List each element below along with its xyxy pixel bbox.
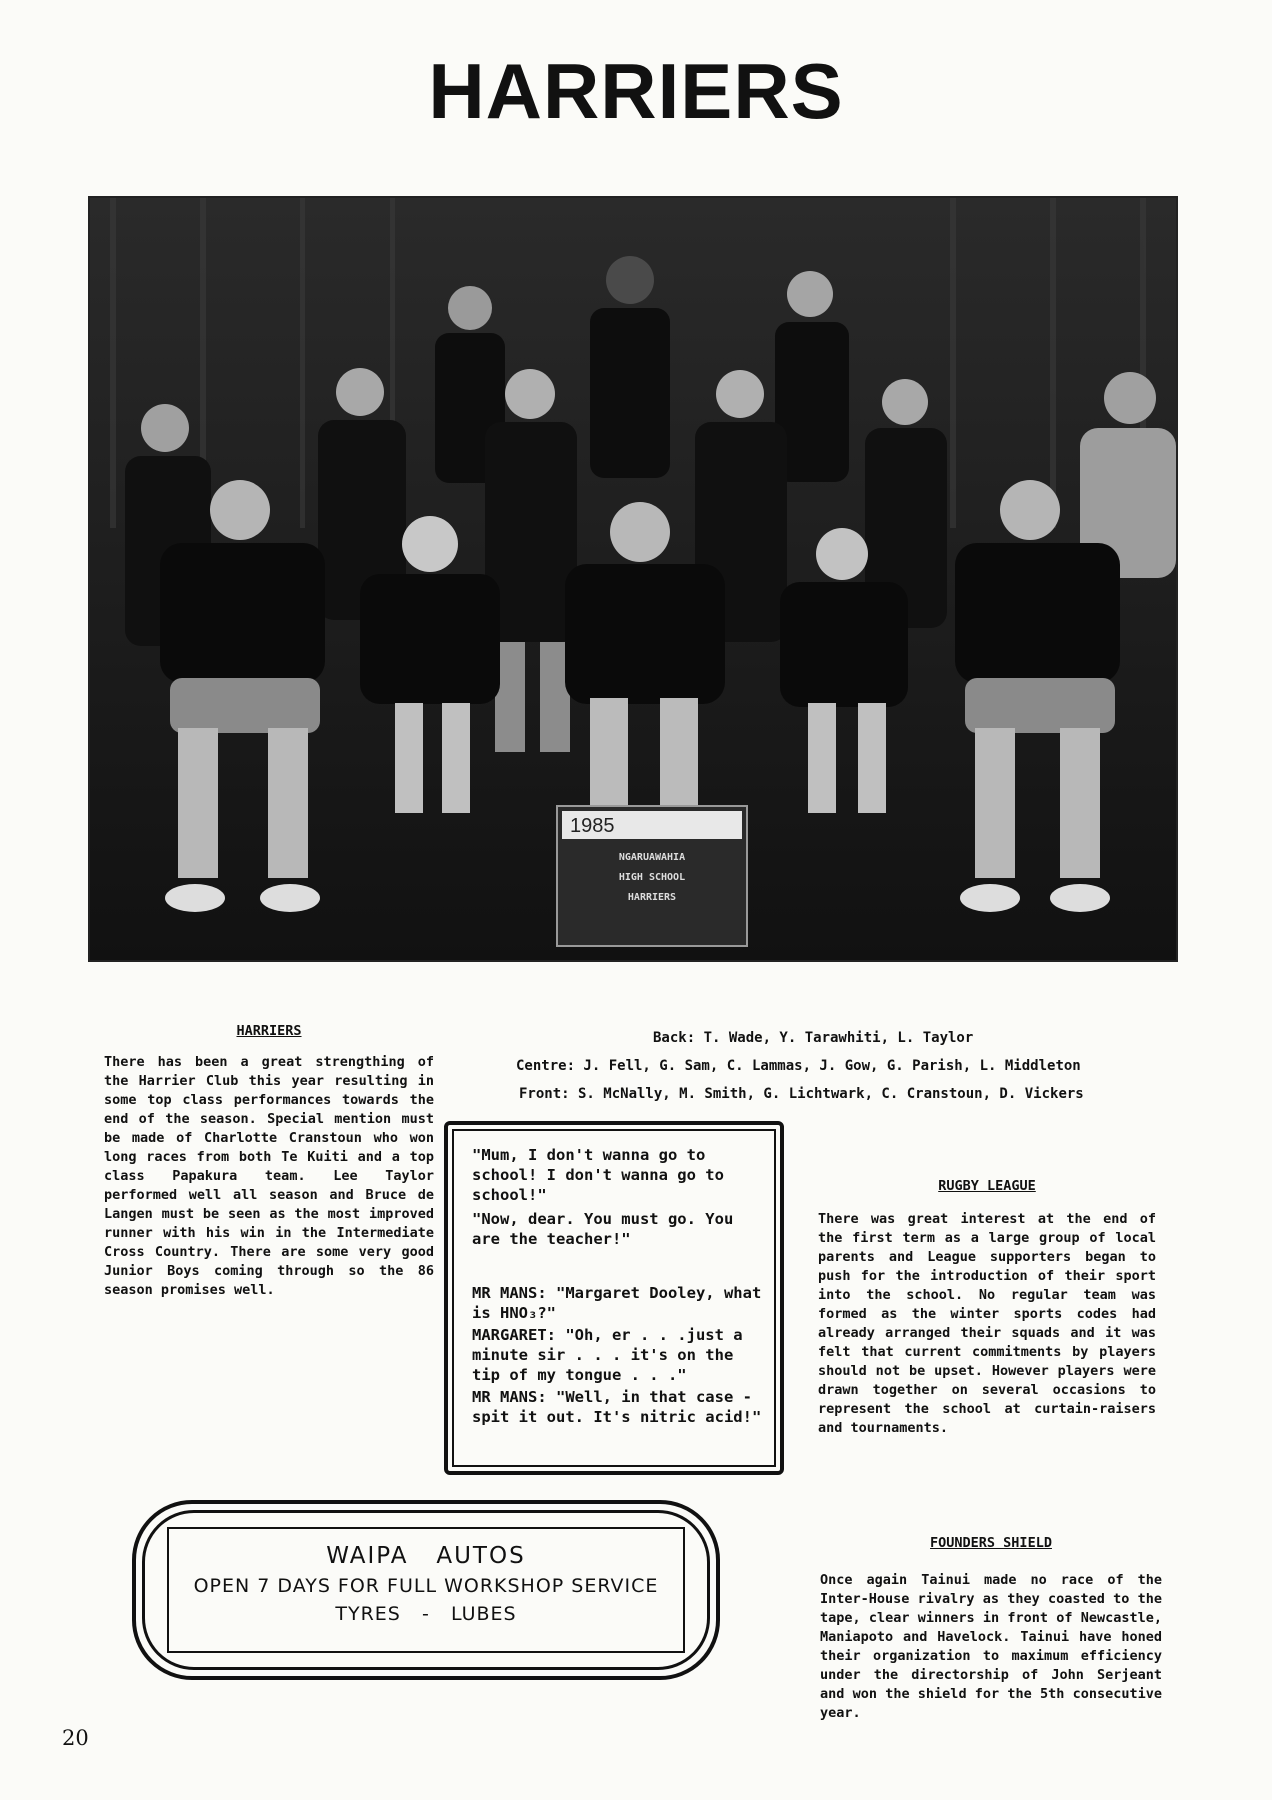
harriers-body: There has been a great strengthing of the Harrier Club this year resulting in some top class performances towards the end of the season. Special mention must be made of Charlotte Cranstoun who won long races from both Te Kuiti and a top class Papakura team. Lee Taylor performed well all season and Bruce de Langen must be seen as the most improved runner with his win in the Intermediate Cross Country. There are some very good Junior Boys coming through so the 86 season promises well. — [104, 1054, 434, 1298]
sign-line-3: HARRIERS — [627, 892, 677, 903]
team-photo — [88, 196, 1178, 962]
rugby-league-article — [818, 1177, 1156, 1438]
sign-line-1: NGARUAWAHIA — [618, 852, 686, 863]
sign-year: 1985 — [570, 815, 615, 837]
advert-line-1: OPEN 7 DAYS FOR FULL WORKSHOP SERVICE — [193, 1575, 659, 1597]
joke-line-4: MARGARET: "Oh, er . . .just a minute sir . . . it's on the tip of my tongue . . ." — [472, 1326, 743, 1384]
team-sign — [557, 806, 747, 946]
founders-shield-heading: FOUNDERS SHIELD — [930, 1535, 1052, 1551]
caption-front: Front: S. McNally, M. Smith, G. Lichtwark, C. Cranstoun, D. Vickers — [519, 1086, 1084, 1102]
joke-line-2: "Now, dear. You must go. You are the teacher!" — [472, 1210, 734, 1248]
harriers-heading: HARRIERS — [236, 1023, 302, 1039]
page-number: 20 — [62, 1726, 89, 1750]
caption-centre: Centre: J. Fell, G. Sam, C. Lammas, J. Gow, G. Parish, L. Middleton — [516, 1058, 1081, 1074]
rugby-league-body: There was great interest at the end of the first term as a large group of local parents and League supporters began to push for the introduction of their sport into the school. No regular team was formed as the winter sports codes had already arranged their squads and it was felt that current commitments by players should not be upset. However players were drawn together on several occasions to represent the school at curtain-raisers and tournaments. — [818, 1211, 1156, 1436]
joke-line-3: MR MANS: "Margaret Dooley, what is HNO₃?" — [472, 1284, 762, 1322]
joke-line-5: MR MANS: "Well, in that case - spit it out. It's nitric acid!" — [472, 1388, 762, 1426]
rugby-league-heading: RUGBY LEAGUE — [938, 1178, 1036, 1194]
caption-back: Back: T. Wade, Y. Tarawhiti, L. Taylor — [653, 1030, 974, 1046]
founders-shield-body: Once again Tainui made no race of the Inter-House rivalry as they coasted to the tape, clear winners in front of Newcastle, Maniapoto and Havelock. Tainui have honed their organization to maximum efficiency under the directorship of John Serjeant and won the shield for the 5th consecutive year. — [820, 1572, 1162, 1721]
harriers-article — [104, 1022, 434, 1300]
photo-caption — [486, 1024, 1186, 1108]
founders-shield-article — [820, 1534, 1162, 1723]
sign-line-2: HIGH SCHOOL — [618, 872, 686, 883]
page-title: HARRIERS — [428, 47, 844, 135]
advert-line-2: TYRES - LUBES — [335, 1603, 517, 1625]
advert-name: WAIPA AUTOS — [326, 1543, 526, 1569]
waipa-autos-advert — [132, 1500, 720, 1680]
joke-box — [444, 1121, 784, 1475]
joke-line-1: "Mum, I don't wanna go to school! I don't wanna go to school!" — [472, 1146, 724, 1204]
